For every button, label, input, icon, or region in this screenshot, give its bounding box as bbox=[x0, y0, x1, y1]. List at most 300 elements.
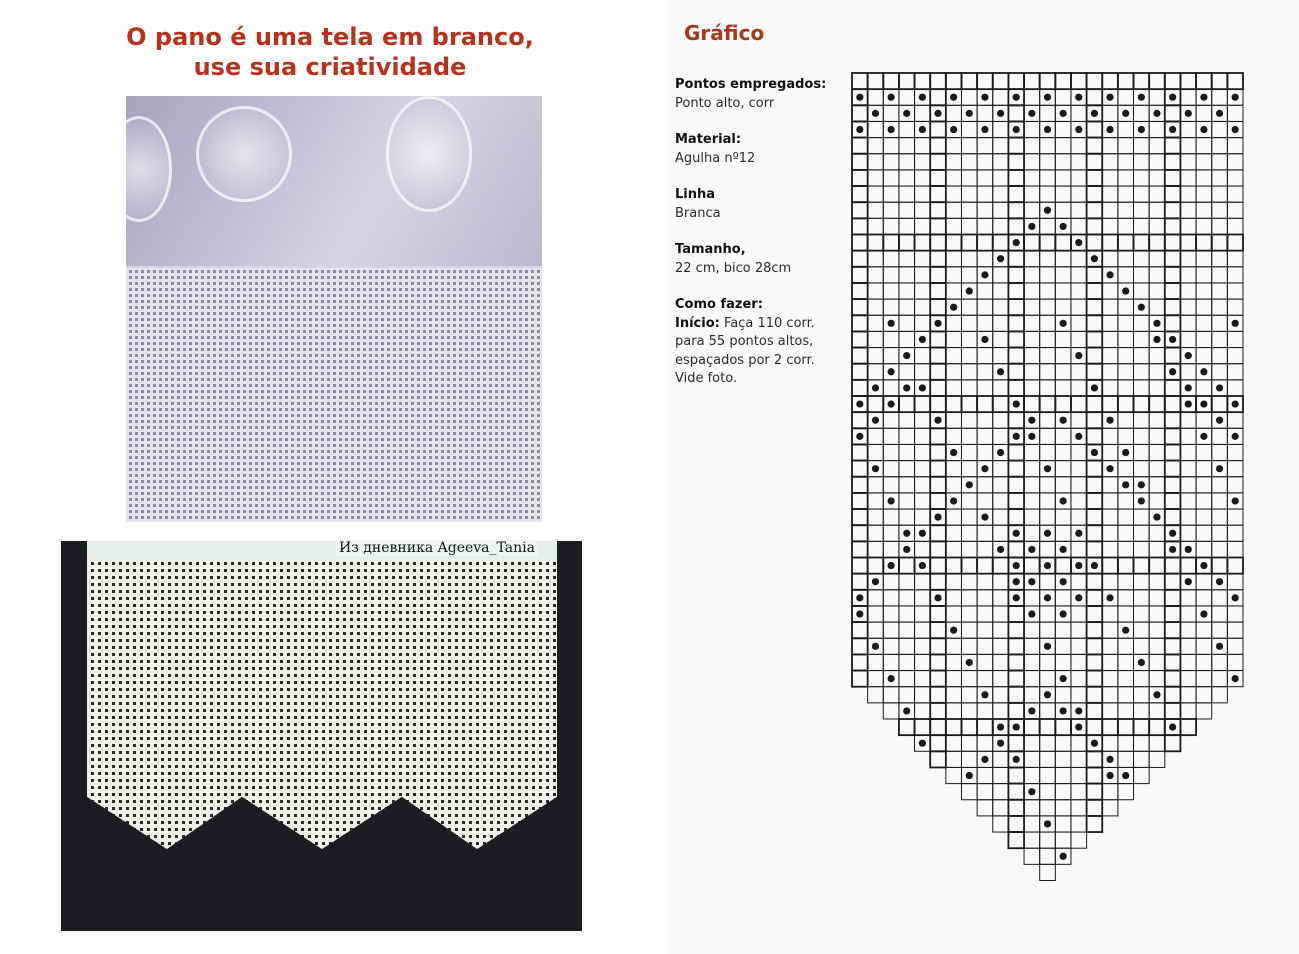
chart-cell bbox=[1024, 380, 1040, 396]
chart-cell bbox=[1227, 654, 1243, 670]
chart-cell bbox=[915, 703, 931, 719]
headline-line-1: O pano é uma tela em branco, bbox=[126, 23, 534, 51]
chart-dot bbox=[966, 772, 973, 779]
chart-dot bbox=[1013, 530, 1020, 537]
chart-cell bbox=[1055, 654, 1071, 670]
chart-dot bbox=[1138, 304, 1145, 311]
chart-dot bbox=[997, 723, 1004, 730]
chart-cell bbox=[899, 396, 915, 412]
chart-cell bbox=[961, 558, 977, 574]
chart-cell bbox=[1102, 315, 1118, 331]
info-material bbox=[675, 131, 840, 168]
chart-cell bbox=[1040, 848, 1056, 864]
chart-dot bbox=[872, 643, 879, 650]
chart-cell bbox=[1227, 202, 1243, 218]
chart-cell bbox=[868, 138, 884, 154]
chart-cell bbox=[961, 299, 977, 315]
chart-cell bbox=[1118, 493, 1134, 509]
chart-cell bbox=[1102, 493, 1118, 509]
chart-dot bbox=[903, 352, 910, 359]
chart-cell bbox=[930, 186, 946, 202]
chart-dot bbox=[1060, 610, 1067, 617]
chart-cell bbox=[915, 477, 931, 493]
chart-cell bbox=[852, 654, 868, 670]
chart-cell bbox=[1087, 283, 1103, 299]
chart-dot bbox=[919, 126, 926, 133]
chart-cell bbox=[977, 703, 993, 719]
chart-cell bbox=[1055, 767, 1071, 783]
chart-cell bbox=[1196, 218, 1212, 234]
chart-cell bbox=[1040, 170, 1056, 186]
chart-cell bbox=[899, 412, 915, 428]
chart-cell bbox=[1071, 315, 1087, 331]
chart-dot bbox=[1106, 594, 1113, 601]
chart-cell bbox=[1165, 348, 1181, 364]
chart-cell bbox=[1118, 735, 1134, 751]
chart-cell bbox=[899, 315, 915, 331]
chart-dot bbox=[1122, 481, 1129, 488]
chart-cell bbox=[1227, 574, 1243, 590]
chart-cell bbox=[1055, 348, 1071, 364]
chart-cell bbox=[977, 493, 993, 509]
chart-cell bbox=[899, 89, 915, 105]
chart-cell bbox=[1149, 235, 1165, 251]
chart-cell bbox=[1087, 267, 1103, 283]
chart-cell bbox=[1134, 767, 1150, 783]
chart-cell bbox=[946, 719, 962, 735]
chart-cell bbox=[1008, 800, 1024, 816]
chart-dot bbox=[1232, 320, 1239, 327]
chart-cell bbox=[946, 170, 962, 186]
chart-dot bbox=[981, 514, 988, 521]
chart-cell bbox=[868, 315, 884, 331]
chart-cell bbox=[1087, 751, 1103, 767]
chart-cell bbox=[1008, 186, 1024, 202]
chart-dot bbox=[997, 449, 1004, 456]
chart-cell bbox=[1134, 380, 1150, 396]
chart-cell bbox=[1134, 186, 1150, 202]
chart-cell bbox=[883, 606, 899, 622]
start-text: Faça 110 corr. para 55 pontos altos, espaçados por 2 corr. Vide foto. bbox=[675, 315, 815, 386]
chart-cell bbox=[993, 509, 1009, 525]
chart-cell bbox=[930, 477, 946, 493]
chart-cell bbox=[1180, 606, 1196, 622]
chart-cell bbox=[1149, 121, 1165, 137]
chart-cell bbox=[1118, 202, 1134, 218]
chart-cell bbox=[1087, 606, 1103, 622]
chart-cell bbox=[1087, 170, 1103, 186]
chart-cell bbox=[1024, 493, 1040, 509]
chart-cell bbox=[868, 121, 884, 137]
chart-cell bbox=[852, 283, 868, 299]
chart-dot bbox=[888, 320, 895, 327]
chart-cell bbox=[1165, 509, 1181, 525]
chart-cell bbox=[1024, 525, 1040, 541]
chart-dot bbox=[1013, 126, 1020, 133]
chart-cell bbox=[1212, 590, 1228, 606]
chart-dot bbox=[856, 126, 863, 133]
chart-dot bbox=[1200, 126, 1207, 133]
chart-cell bbox=[1071, 154, 1087, 170]
chart-cell bbox=[1040, 751, 1056, 767]
chart-cell bbox=[1196, 687, 1212, 703]
chart-dot bbox=[1013, 433, 1020, 440]
chart-cell bbox=[899, 73, 915, 89]
chart-dot bbox=[1122, 449, 1129, 456]
chart-cell bbox=[1040, 138, 1056, 154]
chart-cell bbox=[1008, 461, 1024, 477]
chart-cell bbox=[1118, 380, 1134, 396]
chart-cell bbox=[1087, 202, 1103, 218]
chart-cell bbox=[915, 541, 931, 557]
chart-cell bbox=[868, 493, 884, 509]
chart-cell bbox=[868, 558, 884, 574]
chart-cell bbox=[899, 251, 915, 267]
chart-cell bbox=[1180, 428, 1196, 444]
info-label: Pontos empregados: bbox=[675, 77, 827, 92]
chart-cell bbox=[1118, 170, 1134, 186]
chart-dot bbox=[1216, 643, 1223, 650]
chart-cell bbox=[1102, 622, 1118, 638]
chart-cell bbox=[993, 380, 1009, 396]
chart-cell bbox=[1087, 590, 1103, 606]
chart-cell bbox=[1071, 477, 1087, 493]
chart-cell bbox=[1227, 477, 1243, 493]
chart-cell bbox=[1071, 186, 1087, 202]
chart-cell bbox=[1134, 638, 1150, 654]
info-points bbox=[675, 76, 840, 113]
chart-cell bbox=[899, 267, 915, 283]
chart-cell bbox=[1102, 525, 1118, 541]
chart-cell bbox=[1165, 590, 1181, 606]
chart-cell bbox=[1071, 816, 1087, 832]
chart-cell bbox=[1071, 299, 1087, 315]
chart-cell bbox=[977, 541, 993, 557]
chart-cell bbox=[915, 105, 931, 121]
chart-cell bbox=[883, 412, 899, 428]
chart-cell bbox=[1040, 477, 1056, 493]
chart-cell bbox=[1134, 509, 1150, 525]
chart-dot bbox=[1232, 675, 1239, 682]
chart-cell bbox=[1118, 654, 1134, 670]
chart-cell bbox=[1180, 235, 1196, 251]
chart-cell bbox=[1071, 202, 1087, 218]
chart-cell bbox=[1196, 574, 1212, 590]
chart-cell bbox=[1134, 703, 1150, 719]
chart-cell bbox=[930, 606, 946, 622]
chart-cell bbox=[946, 154, 962, 170]
chart-cell bbox=[1087, 186, 1103, 202]
chart-dot bbox=[1013, 756, 1020, 763]
chart-cell bbox=[915, 267, 931, 283]
chart-cell bbox=[961, 154, 977, 170]
chart-cell bbox=[1102, 800, 1118, 816]
chart-cell bbox=[1087, 767, 1103, 783]
chart-cell bbox=[930, 558, 946, 574]
chart-cell bbox=[852, 622, 868, 638]
chart-dot bbox=[981, 94, 988, 101]
chart-cell bbox=[961, 622, 977, 638]
chart-cell bbox=[1040, 509, 1056, 525]
chart-dot bbox=[903, 707, 910, 714]
chart-cell bbox=[993, 558, 1009, 574]
chart-cell bbox=[1055, 558, 1071, 574]
chart-cell bbox=[868, 590, 884, 606]
chart-dot bbox=[1028, 578, 1035, 585]
chart-cell bbox=[1149, 735, 1165, 751]
chart-cell bbox=[1196, 202, 1212, 218]
chart-cell bbox=[1165, 299, 1181, 315]
chart-cell bbox=[961, 412, 977, 428]
chart-dot bbox=[1232, 94, 1239, 101]
chart-cell bbox=[1212, 315, 1228, 331]
chart-cell bbox=[993, 767, 1009, 783]
chart-cell bbox=[1212, 121, 1228, 137]
chart-cell bbox=[899, 444, 915, 460]
chart-cell bbox=[1196, 170, 1212, 186]
chart-cell bbox=[1227, 364, 1243, 380]
chart-cell bbox=[1040, 299, 1056, 315]
chart-cell bbox=[1024, 590, 1040, 606]
chart-cell bbox=[961, 170, 977, 186]
chart-cell bbox=[1102, 654, 1118, 670]
chart-cell bbox=[1087, 638, 1103, 654]
chart-dot bbox=[934, 594, 941, 601]
chart-cell bbox=[1008, 622, 1024, 638]
chart-cell bbox=[1134, 202, 1150, 218]
chart-cell bbox=[1071, 283, 1087, 299]
chart-cell bbox=[1196, 235, 1212, 251]
chart-cell bbox=[1071, 444, 1087, 460]
chart-cell bbox=[1134, 558, 1150, 574]
chart-cell bbox=[899, 331, 915, 347]
chart-cell bbox=[1008, 315, 1024, 331]
chart-cell bbox=[993, 461, 1009, 477]
chart-cell bbox=[930, 331, 946, 347]
chart-cell bbox=[993, 574, 1009, 590]
chart-cell bbox=[1180, 703, 1196, 719]
chart-dot bbox=[1153, 336, 1160, 343]
chart-dot bbox=[1169, 530, 1176, 537]
chart-cell bbox=[1055, 331, 1071, 347]
chart-cell bbox=[1149, 703, 1165, 719]
chart-cell bbox=[1071, 218, 1087, 234]
chart-cell bbox=[852, 170, 868, 186]
chart-dot bbox=[1028, 788, 1035, 795]
chart-cell bbox=[1118, 606, 1134, 622]
chart-cell bbox=[930, 735, 946, 751]
chart-cell bbox=[1071, 638, 1087, 654]
chart-cell bbox=[1024, 751, 1040, 767]
chart-cell bbox=[899, 671, 915, 687]
chart-cell bbox=[1118, 509, 1134, 525]
chart-cell bbox=[1055, 509, 1071, 525]
chart-cell bbox=[1212, 283, 1228, 299]
chart-cell bbox=[915, 235, 931, 251]
chart-dot bbox=[981, 756, 988, 763]
chart-cell bbox=[993, 816, 1009, 832]
chart-cell bbox=[946, 477, 962, 493]
chart-cell bbox=[1180, 654, 1196, 670]
chart-cell bbox=[1087, 719, 1103, 735]
chart-cell bbox=[1040, 105, 1056, 121]
chart-cell bbox=[1008, 299, 1024, 315]
chart-cell bbox=[1134, 396, 1150, 412]
chart-cell bbox=[993, 202, 1009, 218]
chart-dot bbox=[919, 562, 926, 569]
chart-cell bbox=[1134, 541, 1150, 557]
chart-cell bbox=[915, 638, 931, 654]
chart-dot bbox=[1028, 707, 1035, 714]
chart-cell bbox=[1196, 331, 1212, 347]
chart-cell bbox=[1055, 380, 1071, 396]
chart-cell bbox=[961, 509, 977, 525]
chart-cell bbox=[993, 800, 1009, 816]
chart-cell bbox=[1055, 235, 1071, 251]
chart-cell bbox=[961, 525, 977, 541]
chart-cell bbox=[1196, 590, 1212, 606]
chart-cell bbox=[961, 444, 977, 460]
chart-cell bbox=[852, 380, 868, 396]
chart-cell bbox=[1055, 89, 1071, 105]
chart-cell bbox=[993, 138, 1009, 154]
chart-cell bbox=[930, 267, 946, 283]
chart-cell bbox=[1102, 428, 1118, 444]
chart-cell bbox=[868, 218, 884, 234]
chart-cell bbox=[1040, 574, 1056, 590]
chart-dot bbox=[856, 94, 863, 101]
chart-dot bbox=[981, 465, 988, 472]
chart-dot bbox=[903, 110, 910, 117]
chart-cell bbox=[868, 348, 884, 364]
info-howto bbox=[675, 296, 840, 389]
chart-cell bbox=[1008, 541, 1024, 557]
chart-cell bbox=[1227, 267, 1243, 283]
chart-cell bbox=[915, 218, 931, 234]
chart-cell bbox=[930, 703, 946, 719]
chart-cell bbox=[1008, 364, 1024, 380]
chart-cell bbox=[868, 509, 884, 525]
chart-cell bbox=[1087, 671, 1103, 687]
chart-cell bbox=[1055, 73, 1071, 89]
chart-cell bbox=[1087, 428, 1103, 444]
chart-cell bbox=[977, 299, 993, 315]
chart-dot bbox=[872, 110, 879, 117]
chart-cell bbox=[961, 703, 977, 719]
chart-cell bbox=[977, 800, 993, 816]
chart-cell bbox=[1134, 751, 1150, 767]
chart-cell bbox=[852, 477, 868, 493]
chart-cell bbox=[1180, 477, 1196, 493]
chart-cell bbox=[852, 218, 868, 234]
chart-cell bbox=[993, 477, 1009, 493]
chart-cell bbox=[1055, 832, 1071, 848]
chart-dot bbox=[1044, 820, 1051, 827]
chart-cell bbox=[1024, 267, 1040, 283]
chart-cell bbox=[899, 606, 915, 622]
chart-cell bbox=[1024, 622, 1040, 638]
chart-cell bbox=[977, 364, 993, 380]
chart-cell bbox=[1024, 202, 1040, 218]
chart-cell bbox=[1102, 138, 1118, 154]
chart-cell bbox=[899, 477, 915, 493]
chart-cell bbox=[930, 719, 946, 735]
chart-cell bbox=[961, 428, 977, 444]
chart-cell bbox=[883, 283, 899, 299]
chart-cell bbox=[868, 622, 884, 638]
chart-cell bbox=[1196, 477, 1212, 493]
chart-cell bbox=[1055, 267, 1071, 283]
chart-dot bbox=[903, 384, 910, 391]
chart-cell bbox=[883, 154, 899, 170]
chart-cell bbox=[1134, 348, 1150, 364]
chart-cell bbox=[1165, 202, 1181, 218]
chart-cell bbox=[1227, 380, 1243, 396]
chart-cell bbox=[1180, 267, 1196, 283]
chart-cell bbox=[1102, 687, 1118, 703]
chart-cell bbox=[930, 493, 946, 509]
chart-cell bbox=[946, 218, 962, 234]
chart-cell bbox=[1212, 428, 1228, 444]
chart-cell bbox=[1165, 493, 1181, 509]
chart-cell bbox=[1118, 154, 1134, 170]
chart-cell bbox=[1196, 541, 1212, 557]
chart-cell bbox=[1149, 202, 1165, 218]
chart-dot bbox=[1013, 562, 1020, 569]
chart-cell bbox=[930, 170, 946, 186]
chart-cell bbox=[1102, 574, 1118, 590]
chart-cell bbox=[1180, 687, 1196, 703]
chart-cell bbox=[1040, 186, 1056, 202]
chart-cell bbox=[1212, 170, 1228, 186]
chart-dot bbox=[1216, 417, 1223, 424]
chart-cell bbox=[1118, 461, 1134, 477]
chart-cell bbox=[946, 461, 962, 477]
chart-cell bbox=[1180, 138, 1196, 154]
chart-cell bbox=[899, 558, 915, 574]
chart-cell bbox=[946, 541, 962, 557]
chart-cell bbox=[961, 719, 977, 735]
chart-cell bbox=[1087, 154, 1103, 170]
chart-cell bbox=[1071, 574, 1087, 590]
chart-cell bbox=[899, 654, 915, 670]
info-text: Agulha nº12 bbox=[675, 150, 756, 166]
chart-cell bbox=[1008, 509, 1024, 525]
chart-cell bbox=[1024, 444, 1040, 460]
chart-cell bbox=[1040, 703, 1056, 719]
chart-cell bbox=[1149, 283, 1165, 299]
chart-cell bbox=[993, 299, 1009, 315]
chart-cell bbox=[1165, 154, 1181, 170]
chart-cell bbox=[1212, 622, 1228, 638]
chart-cell bbox=[915, 186, 931, 202]
chart-dot bbox=[1075, 126, 1082, 133]
chart-cell bbox=[1212, 525, 1228, 541]
chart-dot bbox=[1106, 756, 1113, 763]
chart-cell bbox=[977, 784, 993, 800]
chart-dot bbox=[1106, 417, 1113, 424]
chart-cell bbox=[1180, 558, 1196, 574]
chart-cell bbox=[961, 493, 977, 509]
chart-dot bbox=[1060, 675, 1067, 682]
chart-cell bbox=[946, 671, 962, 687]
chart-cell bbox=[899, 364, 915, 380]
chart-dot bbox=[1013, 239, 1020, 246]
chart-cell bbox=[993, 428, 1009, 444]
chart-cell bbox=[852, 671, 868, 687]
chart-dot bbox=[966, 287, 973, 294]
chart-cell bbox=[993, 525, 1009, 541]
